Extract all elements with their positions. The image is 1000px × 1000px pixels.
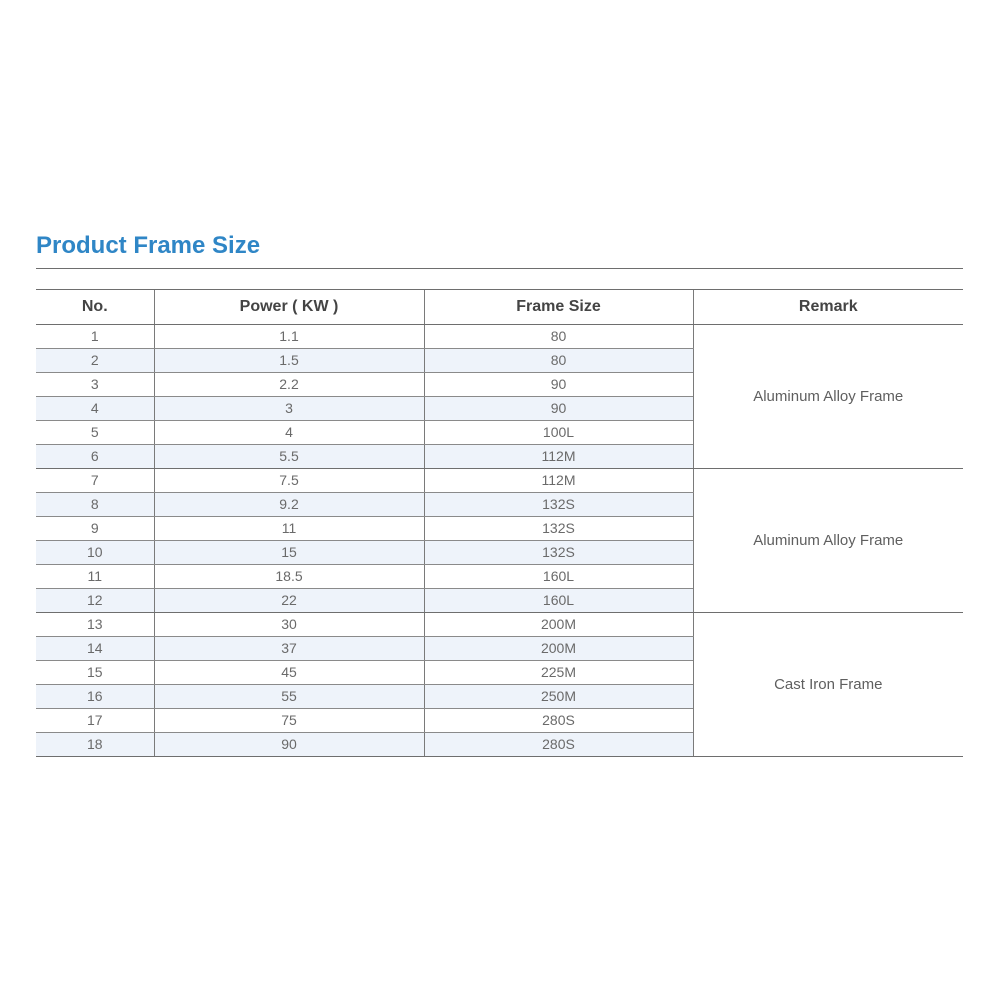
cell-frame-size: 90 (424, 397, 693, 421)
cell-no: 5 (36, 421, 154, 445)
cell-power: 1.1 (154, 325, 424, 349)
cell-no: 6 (36, 445, 154, 469)
cell-power: 7.5 (154, 469, 424, 493)
cell-no: 14 (36, 637, 154, 661)
page-title: Product Frame Size (36, 232, 261, 259)
column-header-remark: Remark (693, 290, 963, 325)
cell-power: 15 (154, 541, 424, 565)
cell-power: 18.5 (154, 565, 424, 589)
cell-power: 3 (154, 397, 424, 421)
cell-frame-size: 160L (424, 589, 693, 613)
frame-size-table (36, 289, 963, 757)
cell-frame-size: 132S (424, 541, 693, 565)
cell-power: 4 (154, 421, 424, 445)
cell-frame-size: 112M (424, 445, 693, 469)
cell-no: 18 (36, 733, 154, 757)
cell-power: 75 (154, 709, 424, 733)
column-header-power: Power ( KW ) (154, 290, 424, 325)
cell-frame-size: 100L (424, 421, 693, 445)
cell-power: 11 (154, 517, 424, 541)
cell-frame-size: 160L (424, 565, 693, 589)
cell-power: 22 (154, 589, 424, 613)
cell-power: 9.2 (154, 493, 424, 517)
cell-frame-size: 280S (424, 709, 693, 733)
cell-frame-size: 280S (424, 733, 693, 757)
cell-frame-size: 112M (424, 469, 693, 493)
cell-remark: Aluminum Alloy Frame (693, 469, 963, 613)
cell-no: 10 (36, 541, 154, 565)
cell-no: 16 (36, 685, 154, 709)
cell-power: 30 (154, 613, 424, 637)
cell-no: 1 (36, 325, 154, 349)
cell-frame-size: 90 (424, 373, 693, 397)
cell-no: 15 (36, 661, 154, 685)
cell-no: 3 (36, 373, 154, 397)
column-header-frame-size: Frame Size (424, 290, 693, 325)
table-header-row (36, 290, 963, 325)
cell-power: 2.2 (154, 373, 424, 397)
cell-no: 4 (36, 397, 154, 421)
cell-frame-size: 250M (424, 685, 693, 709)
table-row (36, 325, 963, 349)
cell-power: 90 (154, 733, 424, 757)
table-row (36, 469, 963, 493)
cell-no: 7 (36, 469, 154, 493)
cell-frame-size: 200M (424, 637, 693, 661)
cell-no: 8 (36, 493, 154, 517)
cell-frame-size: 200M (424, 613, 693, 637)
cell-frame-size: 132S (424, 517, 693, 541)
cell-power: 5.5 (154, 445, 424, 469)
cell-no: 11 (36, 565, 154, 589)
cell-no: 2 (36, 349, 154, 373)
cell-power: 37 (154, 637, 424, 661)
cell-power: 1.5 (154, 349, 424, 373)
cell-frame-size: 80 (424, 349, 693, 373)
cell-frame-size: 132S (424, 493, 693, 517)
cell-power: 55 (154, 685, 424, 709)
cell-frame-size: 225M (424, 661, 693, 685)
cell-no: 12 (36, 589, 154, 613)
cell-no: 17 (36, 709, 154, 733)
title-divider (36, 268, 963, 269)
table-row (36, 613, 963, 637)
column-header-no: No. (36, 290, 154, 325)
cell-frame-size: 80 (424, 325, 693, 349)
cell-no: 13 (36, 613, 154, 637)
cell-no: 9 (36, 517, 154, 541)
cell-remark: Cast Iron Frame (693, 613, 963, 757)
cell-power: 45 (154, 661, 424, 685)
cell-remark: Aluminum Alloy Frame (693, 325, 963, 469)
